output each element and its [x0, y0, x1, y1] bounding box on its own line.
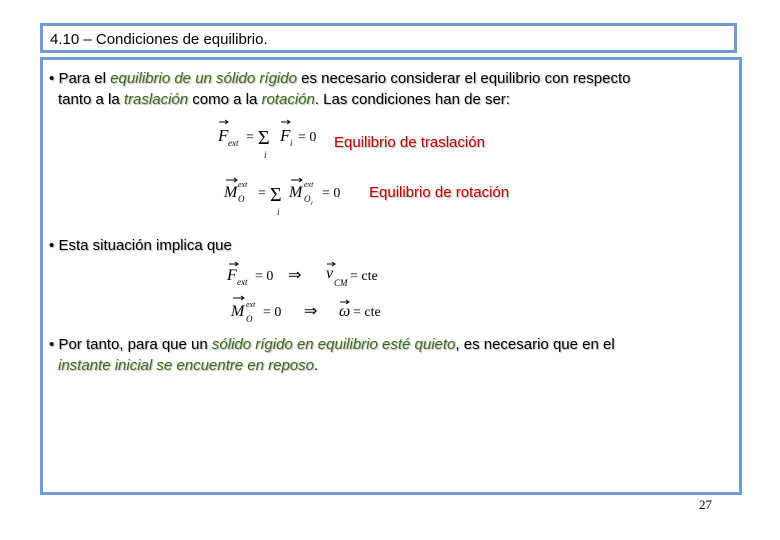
- arrow-symbol: ⇒: [288, 267, 302, 284]
- conclusion-text: , es necesario que en el: [455, 336, 615, 353]
- eq-v: v: [326, 265, 334, 282]
- translation-label: Equilibrio de traslación: [334, 134, 485, 151]
- intro-line-2: [58, 90, 510, 110]
- intro-text: tanto a la: [58, 91, 124, 108]
- eq-zero: = 0: [322, 186, 341, 201]
- eq-sub-Oi: O: [304, 194, 311, 204]
- highlight-rigid-quiet: sólido rígido en equilibrio esté quieto: [211, 336, 456, 353]
- eq-sup-ext: ext: [246, 300, 256, 309]
- intro-line-1: [49, 69, 630, 89]
- eq-sum: Σ: [258, 127, 270, 149]
- highlight-translation: traslación: [123, 91, 189, 108]
- situation-line: [49, 236, 232, 256]
- intro-text: . Las condiciones han de ser:: [314, 91, 510, 108]
- eq-M: M: [224, 184, 238, 201]
- eq-sub-O: O: [246, 314, 253, 324]
- eq-sub-ext: ext: [237, 277, 248, 287]
- highlight-rotation: rotación: [261, 91, 315, 108]
- eq-cte: = cte: [353, 305, 381, 320]
- page-number: 27: [699, 497, 712, 512]
- rotation-equation: [222, 175, 362, 223]
- bullet: •: [49, 336, 55, 353]
- eq-Mi: M: [289, 184, 303, 201]
- eq-omega: ω: [339, 303, 351, 320]
- bullet: •: [49, 237, 55, 254]
- situation-text: Esta situación implica que: [58, 237, 232, 254]
- conclusion-line-1: [49, 335, 615, 355]
- eq-equals: =: [246, 130, 254, 145]
- conclusion-line-2: [58, 356, 318, 376]
- intro-text: es necesario considerar el equilibrio con respecto: [296, 70, 631, 87]
- intro-text: Para el: [58, 70, 111, 87]
- eq-equals: =: [258, 186, 266, 201]
- eq-sub-i: i: [290, 138, 293, 148]
- eq-F: F: [218, 126, 229, 145]
- eq-sub-ext: ext: [228, 138, 239, 148]
- eq-sub-O: O: [238, 194, 245, 204]
- bullet: •: [49, 70, 55, 87]
- eq-cte: = cte: [350, 269, 378, 284]
- eq-F: F: [227, 267, 237, 284]
- eq-sum: Σ: [270, 184, 282, 206]
- eq-Fi: F: [280, 126, 291, 145]
- eq-sup-ext: ext: [238, 180, 248, 189]
- eq-zero: = 0: [298, 130, 317, 145]
- eq-index-i: i: [264, 150, 267, 160]
- eq-sub-CM: CM: [334, 278, 348, 288]
- conclusion-text: Por tanto, para que un: [58, 336, 212, 353]
- eq-index-i: i: [277, 207, 280, 217]
- rotation-label: Equilibrio de rotación: [369, 184, 510, 201]
- highlight-rest: instante inicial se encuentre en reposo: [58, 357, 314, 374]
- eq-zero: = 0: [255, 269, 274, 284]
- conclusion-text: .: [314, 357, 319, 374]
- translation-equation: [214, 117, 330, 163]
- intro-text: como a la: [188, 91, 262, 108]
- eq-zero: = 0: [263, 305, 282, 320]
- slide-title: 4.10 – Condiciones de equilibrio.: [50, 31, 268, 48]
- eq-sub-i: i: [311, 201, 313, 207]
- title-box: [40, 23, 737, 53]
- eq-M: M: [231, 303, 245, 320]
- arrow-symbol: ⇒: [304, 303, 318, 320]
- implication-equations: [222, 258, 407, 330]
- eq-sup-ext: ext: [304, 180, 314, 189]
- highlight-solid-rigid: equilibrio de un sólido rígido: [110, 70, 297, 87]
